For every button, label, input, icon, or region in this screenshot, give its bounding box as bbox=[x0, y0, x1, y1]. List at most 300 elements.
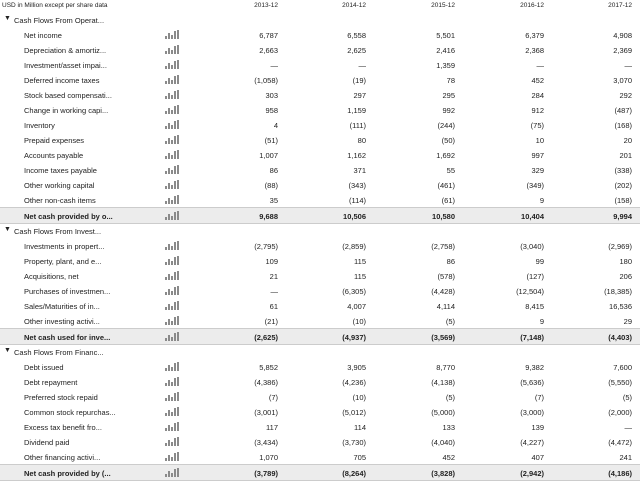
sparkline-bar bbox=[165, 126, 167, 129]
row-value: (5,550) bbox=[608, 378, 632, 387]
section-title: Cash Flows From Operat... bbox=[14, 16, 105, 25]
sparkline-bar bbox=[165, 307, 167, 310]
row-label: Debt repayment bbox=[24, 378, 78, 387]
sparkline-bar bbox=[177, 150, 179, 159]
row-value: 407 bbox=[531, 453, 544, 462]
sparkline-bars-icon[interactable] bbox=[165, 362, 179, 371]
sparkline-bar bbox=[171, 185, 173, 189]
sparkline-bar bbox=[168, 455, 170, 461]
table-row bbox=[0, 72, 640, 87]
row-label: Accounts payable bbox=[24, 151, 84, 160]
row-label: Other financing activi... bbox=[24, 453, 101, 462]
table-row bbox=[0, 283, 640, 298]
table-row bbox=[0, 298, 640, 313]
row-value: (10) bbox=[352, 317, 366, 326]
sparkline-bar bbox=[174, 272, 176, 280]
row-value: 9 bbox=[539, 196, 544, 205]
row-value: (7) bbox=[534, 393, 544, 402]
sparkline-bar bbox=[174, 136, 176, 144]
sparkline-bar bbox=[177, 256, 179, 265]
sparkline-bar bbox=[177, 75, 179, 84]
row-label: Net cash provided by o... bbox=[24, 212, 113, 221]
row-value: (8,264) bbox=[342, 469, 366, 478]
row-value: — bbox=[624, 61, 632, 70]
row-value: 9 bbox=[539, 317, 544, 326]
table-row bbox=[0, 404, 640, 419]
sparkline-bars-icon[interactable] bbox=[165, 75, 179, 84]
row-value: 35 bbox=[269, 196, 278, 205]
row-value: (7) bbox=[268, 393, 278, 402]
row-value: (3,730) bbox=[342, 438, 366, 447]
sparkline-bar bbox=[168, 78, 170, 84]
row-value: (461) bbox=[437, 181, 455, 190]
sparkline-bar bbox=[171, 291, 173, 295]
sparkline-bar bbox=[177, 120, 179, 129]
year-header: 2014-12 bbox=[342, 2, 366, 9]
sparkline-bar bbox=[165, 111, 167, 114]
row-value: 1,070 bbox=[259, 453, 278, 462]
caret-down-icon[interactable]: ▼ bbox=[4, 15, 11, 22]
total-row bbox=[0, 328, 640, 345]
row-value: (5) bbox=[622, 393, 632, 402]
section-header[interactable] bbox=[0, 344, 640, 358]
caret-down-icon[interactable]: ▼ bbox=[4, 226, 11, 233]
sparkline-bar bbox=[165, 398, 167, 401]
sparkline-bar bbox=[177, 30, 179, 39]
sparkline-bars-icon[interactable] bbox=[165, 45, 179, 54]
table-row bbox=[0, 268, 640, 283]
row-value: (4,138) bbox=[431, 378, 455, 387]
row-label: Other non-cash items bbox=[24, 196, 96, 205]
table-row bbox=[0, 27, 640, 42]
sparkline-bar bbox=[171, 65, 173, 69]
row-value: 10 bbox=[535, 136, 544, 145]
sparkline-bar bbox=[168, 410, 170, 416]
row-value: 1,159 bbox=[347, 106, 366, 115]
sparkline-bar bbox=[174, 378, 176, 386]
sparkline-bar bbox=[168, 395, 170, 401]
sparkline-bars-icon[interactable] bbox=[165, 256, 179, 265]
row-value: 20 bbox=[623, 136, 632, 145]
sparkline-bar bbox=[165, 338, 167, 341]
sparkline-bars-icon[interactable] bbox=[165, 105, 179, 114]
row-value: 4 bbox=[273, 121, 278, 130]
sparkline-bars-icon[interactable] bbox=[165, 271, 179, 280]
sparkline-bar bbox=[177, 135, 179, 144]
sparkline-bar bbox=[168, 425, 170, 431]
row-value: (338) bbox=[614, 166, 632, 175]
row-value: (2,859) bbox=[342, 242, 366, 251]
table-row bbox=[0, 102, 640, 117]
row-value: 4,114 bbox=[436, 302, 455, 311]
row-value: 329 bbox=[531, 166, 544, 175]
row-value: 6,787 bbox=[259, 31, 278, 40]
row-value: (158) bbox=[614, 196, 632, 205]
sparkline-bar bbox=[177, 45, 179, 54]
row-value: (3,000) bbox=[520, 408, 544, 417]
year-header: 2017-12 bbox=[608, 2, 632, 9]
table-row bbox=[0, 449, 640, 464]
row-value: (2,969) bbox=[608, 242, 632, 251]
sparkline-bars-icon[interactable] bbox=[165, 120, 179, 129]
sparkline-bar bbox=[177, 180, 179, 189]
sparkline-bars-icon[interactable] bbox=[165, 437, 179, 446]
row-value: (4,386) bbox=[254, 378, 278, 387]
sparkline-bar bbox=[168, 48, 170, 54]
sparkline-bar bbox=[168, 168, 170, 174]
row-value: (12,504) bbox=[516, 287, 544, 296]
sparkline-bar bbox=[171, 306, 173, 310]
row-value: 9,382 bbox=[525, 363, 544, 372]
row-value: 115 bbox=[354, 257, 366, 266]
row-value: 8,770 bbox=[436, 363, 455, 372]
row-label: Change in working capi... bbox=[24, 106, 109, 115]
row-value: (5) bbox=[445, 317, 455, 326]
row-value: 21 bbox=[269, 272, 278, 281]
row-value: (5,636) bbox=[520, 378, 544, 387]
sparkline-bar bbox=[174, 242, 176, 250]
sparkline-bar bbox=[174, 76, 176, 84]
sparkline-bar bbox=[174, 91, 176, 99]
row-value: 78 bbox=[446, 76, 455, 85]
row-label: Net cash used for inve... bbox=[24, 333, 111, 342]
sparkline-bar bbox=[171, 216, 173, 220]
sparkline-bar bbox=[177, 211, 179, 220]
row-value: (4,428) bbox=[431, 287, 455, 296]
row-label: Deferred income taxes bbox=[24, 76, 100, 85]
row-value: 10,404 bbox=[521, 212, 544, 221]
row-label: Sales/Maturities of in... bbox=[24, 302, 100, 311]
sparkline-bar bbox=[171, 110, 173, 114]
row-value: — bbox=[536, 61, 544, 70]
sparkline-bar bbox=[165, 383, 167, 386]
sparkline-bar bbox=[174, 317, 176, 325]
sparkline-bar bbox=[165, 81, 167, 84]
sparkline-bar bbox=[168, 244, 170, 250]
sparkline-bar bbox=[177, 60, 179, 69]
row-value: 4,908 bbox=[613, 31, 632, 40]
table-row bbox=[0, 162, 640, 177]
sparkline-bar bbox=[174, 287, 176, 295]
sparkline-bar bbox=[177, 286, 179, 295]
row-value: 55 bbox=[446, 166, 455, 175]
row-value: 284 bbox=[531, 91, 544, 100]
row-label: Inventory bbox=[24, 121, 55, 130]
sparkline-bar bbox=[171, 367, 173, 371]
sparkline-bars-icon[interactable] bbox=[165, 30, 179, 39]
row-value: 29 bbox=[623, 317, 632, 326]
table-row bbox=[0, 434, 640, 449]
sparkline-bar bbox=[168, 289, 170, 295]
sparkline-bar bbox=[168, 108, 170, 114]
section-title: Cash Flows From Financ... bbox=[14, 348, 104, 357]
sparkline-bar bbox=[177, 195, 179, 204]
sparkline-bar bbox=[168, 183, 170, 189]
sparkline-bar bbox=[174, 196, 176, 204]
sparkline-bar bbox=[174, 61, 176, 69]
sparkline-bars-icon[interactable] bbox=[165, 316, 179, 325]
row-label: Property, plant, and e... bbox=[24, 257, 102, 266]
sparkline-bars-icon[interactable] bbox=[165, 180, 179, 189]
sparkline-bar bbox=[171, 125, 173, 129]
row-label: Debt issued bbox=[24, 363, 64, 372]
row-value: (127) bbox=[526, 272, 544, 281]
sparkline-bars-icon[interactable] bbox=[165, 241, 179, 250]
row-value: (343) bbox=[348, 181, 366, 190]
row-value: (114) bbox=[349, 196, 366, 205]
row-value: (19) bbox=[352, 76, 366, 85]
sparkline-bars-icon[interactable] bbox=[165, 452, 179, 461]
table-row bbox=[0, 419, 640, 434]
sparkline-bars-icon[interactable] bbox=[165, 286, 179, 295]
sparkline-bar bbox=[165, 141, 167, 144]
row-value: (4,236) bbox=[342, 378, 366, 387]
row-value: 6,558 bbox=[347, 31, 366, 40]
row-value: 1,162 bbox=[347, 151, 366, 160]
sparkline-bar bbox=[165, 428, 167, 431]
row-value: 114 bbox=[354, 423, 366, 432]
row-value: 303 bbox=[265, 91, 278, 100]
sparkline-bar bbox=[174, 257, 176, 265]
row-value: (2,625) bbox=[254, 333, 278, 342]
row-value: (5,012) bbox=[342, 408, 366, 417]
sparkline-bar bbox=[174, 393, 176, 401]
row-value: 99 bbox=[535, 257, 544, 266]
row-value: (168) bbox=[614, 121, 632, 130]
sparkline-bar bbox=[168, 153, 170, 159]
row-label: Net income bbox=[24, 31, 62, 40]
sparkline-bars-icon[interactable] bbox=[165, 392, 179, 401]
sparkline-bar bbox=[171, 140, 173, 144]
sparkline-bars-icon[interactable] bbox=[165, 60, 179, 69]
table-row bbox=[0, 87, 640, 102]
sparkline-bar bbox=[165, 247, 167, 250]
sparkline-bar bbox=[171, 50, 173, 54]
row-value: (4,186) bbox=[608, 469, 632, 478]
row-value: (2,000) bbox=[608, 408, 632, 417]
row-value: 139 bbox=[531, 423, 544, 432]
row-value: — bbox=[270, 287, 278, 296]
row-value: (202) bbox=[614, 181, 632, 190]
table-row bbox=[0, 177, 640, 192]
sparkline-bars-icon[interactable] bbox=[165, 332, 179, 341]
sparkline-bar bbox=[174, 31, 176, 39]
sparkline-bars-icon[interactable] bbox=[165, 211, 179, 220]
caret-down-icon[interactable]: ▼ bbox=[4, 347, 11, 354]
sparkline-bar bbox=[177, 362, 179, 371]
year-header: 2015-12 bbox=[431, 2, 455, 9]
sparkline-bar bbox=[171, 427, 173, 431]
sparkline-bar bbox=[171, 337, 173, 341]
sparkline-bar bbox=[165, 201, 167, 204]
sparkline-bars-icon[interactable] bbox=[165, 407, 179, 416]
sparkline-bar bbox=[165, 217, 167, 220]
sparkline-bar bbox=[177, 437, 179, 446]
row-value: 201 bbox=[619, 151, 632, 160]
sparkline-bar bbox=[174, 212, 176, 220]
row-value: 2,416 bbox=[436, 46, 455, 55]
row-value: 8,415 bbox=[525, 302, 544, 311]
sparkline-bar bbox=[171, 382, 173, 386]
sparkline-bar bbox=[171, 155, 173, 159]
row-label: Acquisitions, net bbox=[24, 272, 79, 281]
row-value: (51) bbox=[264, 136, 278, 145]
sparkline-bar bbox=[177, 332, 179, 341]
sparkline-bar bbox=[165, 368, 167, 371]
row-value: (3,434) bbox=[254, 438, 278, 447]
row-label: Depreciation & amortiz... bbox=[24, 46, 107, 55]
row-value: 1,359 bbox=[436, 61, 455, 70]
sparkline-bar bbox=[174, 423, 176, 431]
row-value: 5,852 bbox=[259, 363, 278, 372]
row-value: 2,663 bbox=[259, 46, 278, 55]
row-value: (7,148) bbox=[520, 333, 544, 342]
row-value: 9,994 bbox=[613, 212, 632, 221]
row-value: 3,905 bbox=[347, 363, 366, 372]
sparkline-bars-icon[interactable] bbox=[165, 165, 179, 174]
row-value: 452 bbox=[442, 453, 455, 462]
sparkline-bar bbox=[174, 438, 176, 446]
sparkline-bar bbox=[174, 302, 176, 310]
row-value: 241 bbox=[619, 453, 632, 462]
sparkline-bar bbox=[165, 156, 167, 159]
sparkline-bar bbox=[177, 316, 179, 325]
row-label: Prepaid expenses bbox=[24, 136, 85, 145]
row-value: — bbox=[358, 61, 366, 70]
row-value: (61) bbox=[441, 196, 455, 205]
row-value: (111) bbox=[349, 121, 366, 130]
row-value: 7,600 bbox=[613, 363, 632, 372]
total-row bbox=[0, 207, 640, 224]
sparkline-bars-icon[interactable] bbox=[165, 135, 179, 144]
row-value: (5) bbox=[445, 393, 455, 402]
row-value: (88) bbox=[264, 181, 278, 190]
row-value: (244) bbox=[437, 121, 455, 130]
sparkline-bar bbox=[165, 322, 167, 325]
sparkline-bar bbox=[168, 471, 170, 477]
sparkline-bar bbox=[171, 397, 173, 401]
row-value: (2,795) bbox=[254, 242, 278, 251]
table-row bbox=[0, 389, 640, 404]
row-value: 86 bbox=[446, 257, 455, 266]
sparkline-bar bbox=[165, 443, 167, 446]
row-value: 705 bbox=[353, 453, 366, 462]
row-value: 292 bbox=[619, 91, 632, 100]
row-value: 958 bbox=[265, 106, 278, 115]
sparkline-bars-icon[interactable] bbox=[165, 90, 179, 99]
sparkline-bars-icon[interactable] bbox=[165, 377, 179, 386]
sparkline-bar bbox=[171, 457, 173, 461]
row-value: 1,692 bbox=[436, 151, 455, 160]
row-value: 10,580 bbox=[432, 212, 455, 221]
row-value: 61 bbox=[269, 302, 278, 311]
sparkline-bar bbox=[168, 380, 170, 386]
row-value: (487) bbox=[614, 106, 632, 115]
sparkline-bar bbox=[174, 151, 176, 159]
sparkline-bar bbox=[177, 452, 179, 461]
sparkline-bar bbox=[171, 35, 173, 39]
sparkline-bar bbox=[165, 413, 167, 416]
sparkline-bar bbox=[165, 171, 167, 174]
row-value: (21) bbox=[264, 317, 278, 326]
row-label: Net cash provided by (... bbox=[24, 469, 111, 478]
row-value: (3,569) bbox=[431, 333, 455, 342]
sparkline-bar bbox=[174, 363, 176, 371]
sparkline-bar bbox=[171, 473, 173, 477]
row-value: (2,942) bbox=[520, 469, 544, 478]
row-value: 3,070 bbox=[613, 76, 632, 85]
sparkline-bar bbox=[165, 96, 167, 99]
sparkline-bar bbox=[177, 241, 179, 250]
sparkline-bar bbox=[168, 214, 170, 220]
row-value: 992 bbox=[442, 106, 455, 115]
row-label: Income taxes payable bbox=[24, 166, 97, 175]
row-value: — bbox=[270, 61, 278, 70]
sparkline-bar bbox=[168, 365, 170, 371]
row-value: (3,040) bbox=[520, 242, 544, 251]
sparkline-bars-icon[interactable] bbox=[165, 150, 179, 159]
row-value: 115 bbox=[354, 272, 366, 281]
sparkline-bar bbox=[171, 261, 173, 265]
row-value: — bbox=[624, 423, 632, 432]
sparkline-bar bbox=[177, 105, 179, 114]
row-value: (349) bbox=[526, 181, 544, 190]
row-label: Common stock repurchas... bbox=[24, 408, 116, 417]
sparkline-bar bbox=[168, 319, 170, 325]
row-value: 133 bbox=[442, 423, 455, 432]
sparkline-bars-icon[interactable] bbox=[165, 195, 179, 204]
sparkline-bar bbox=[171, 321, 173, 325]
sparkline-bar bbox=[165, 36, 167, 39]
sparkline-bar bbox=[165, 66, 167, 69]
row-value: (18,385) bbox=[604, 287, 632, 296]
units-label: USD in Million except per share data bbox=[2, 2, 108, 9]
sparkline-bars-icon[interactable] bbox=[165, 422, 179, 431]
row-value: 117 bbox=[266, 423, 278, 432]
row-value: 452 bbox=[531, 76, 544, 85]
sparkline-bar bbox=[174, 121, 176, 129]
row-value: 6,379 bbox=[525, 31, 544, 40]
section-header[interactable] bbox=[0, 223, 640, 237]
row-value: (10) bbox=[352, 393, 366, 402]
row-label: Dividend paid bbox=[24, 438, 70, 447]
row-label: Preferred stock repaid bbox=[24, 393, 98, 402]
table-row bbox=[0, 117, 640, 132]
sparkline-bar bbox=[171, 170, 173, 174]
row-value: (4,227) bbox=[520, 438, 544, 447]
sparkline-bars-icon[interactable] bbox=[165, 301, 179, 310]
row-label: Investment/asset impai... bbox=[24, 61, 107, 70]
row-value: (4,472) bbox=[608, 438, 632, 447]
sparkline-bar bbox=[165, 458, 167, 461]
row-value: (4,403) bbox=[608, 333, 632, 342]
row-value: 2,368 bbox=[525, 46, 544, 55]
sparkline-bar bbox=[165, 51, 167, 54]
row-value: (6,305) bbox=[342, 287, 366, 296]
row-value: 1,007 bbox=[259, 151, 278, 160]
section-header[interactable] bbox=[0, 12, 640, 26]
row-value: 997 bbox=[531, 151, 544, 160]
row-label: Other working capital bbox=[24, 181, 95, 190]
sparkline-bar bbox=[168, 33, 170, 39]
sparkline-bar bbox=[171, 200, 173, 204]
row-value: 86 bbox=[269, 166, 278, 175]
sparkline-bar bbox=[174, 106, 176, 114]
sparkline-bar bbox=[177, 422, 179, 431]
table-row bbox=[0, 42, 640, 57]
row-value: 80 bbox=[357, 136, 366, 145]
sparkline-bar bbox=[171, 246, 173, 250]
